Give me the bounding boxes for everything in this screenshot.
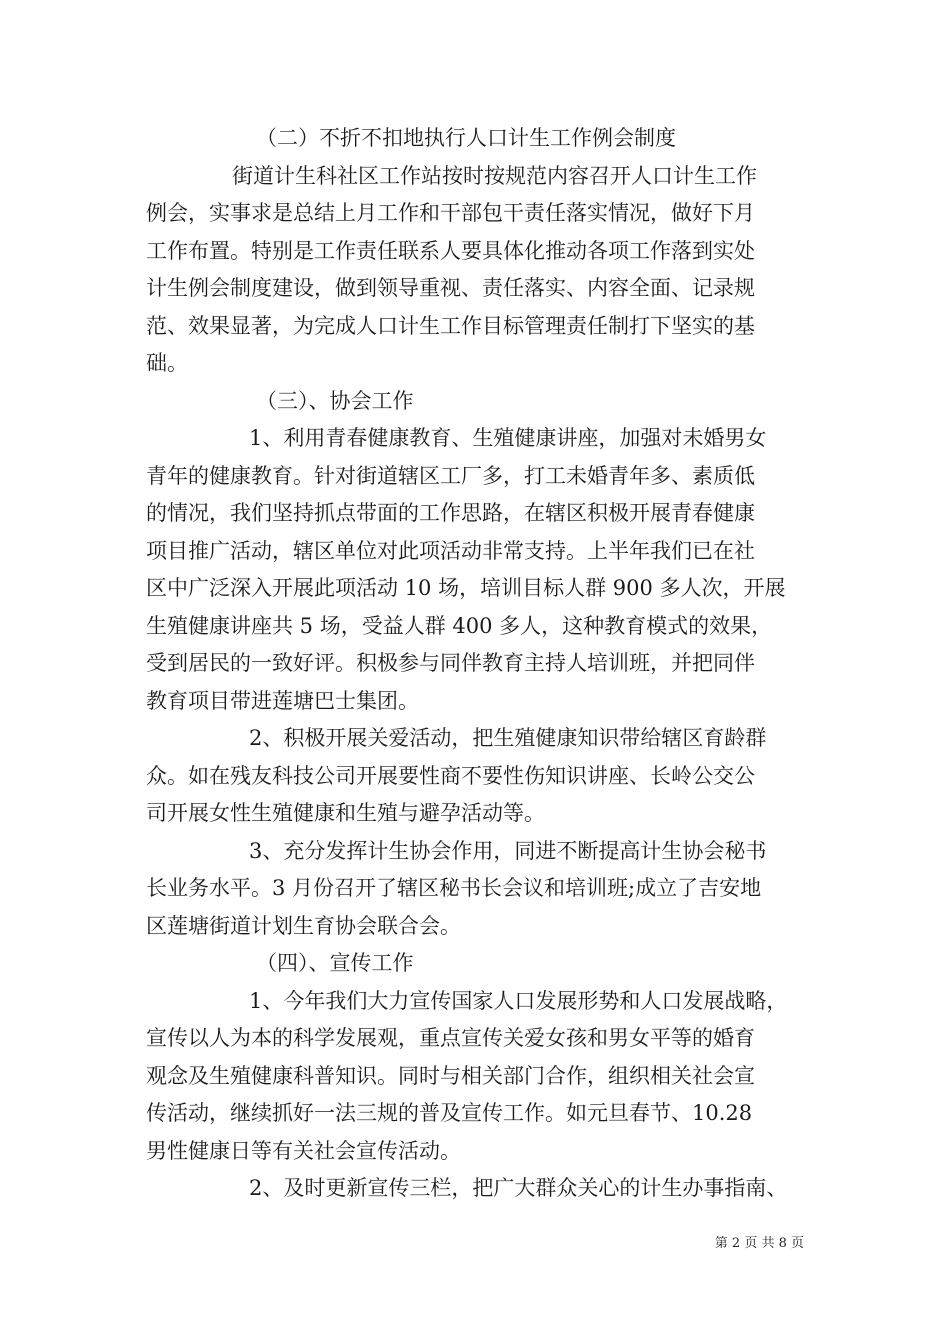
paragraph-line: 项目推广活动，辖区单位对此项活动非常支持。上半年我们已在社: [146, 538, 755, 563]
section-heading: （四）、宣传工作: [256, 951, 414, 975]
paragraph-line: 区中广泛深入开展此项活动 10 场，培训目标人群 900 多人次，开展: [146, 576, 786, 600]
section-heading: （三）、协会工作: [256, 388, 414, 413]
paragraph-line: 司开展女性生殖健康和生殖与避孕活动等。: [146, 801, 545, 825]
paragraph-line: 例会，实事求是总结上月工作和干部包干责任落实情况，做好下月: [146, 201, 755, 225]
paragraph-line: 青年的健康教育。针对街道辖区工厂多，打工未婚青年多、素质低: [146, 463, 755, 488]
section-heading: （二）不折不扣地执行人口计生工作例会制度: [256, 126, 676, 150]
document-body: [146, 120, 814, 1208]
paragraph-line: 的情况，我们坚持抓点带面的工作思路，在辖区积极开展青春健康: [146, 501, 755, 525]
paragraph-line: 教育项目带进莲塘巴士集团。: [146, 688, 419, 713]
paragraph-line: 生殖健康讲座共 5 场，受益人群 400 多人，这种教育模式的效果，: [146, 613, 773, 638]
paragraph-line: 工作布置。特别是工作责任联系人要具体化推动各项工作落到实处: [146, 238, 755, 263]
paragraph-line: 传活动，继续抓好一法三规的普及宣传工作。如元旦春节、10.28: [146, 1101, 753, 1125]
paragraph-line: 观念及生殖健康科普知识。同时与相关部门合作，组织相关社会宣: [146, 1063, 755, 1088]
list-item-line: 3、充分发挥计生协会作用，同进不断提高计生协会秘书: [249, 838, 767, 863]
list-item-line: 2、积极开展关爱活动，把生殖健康知识带给辖区育龄群: [249, 726, 767, 750]
paragraph-line: 计生例会制度建设，做到领导重视、责任落实、内容全面、记录规: [146, 276, 755, 300]
paragraph-line: 众。如在残友科技公司开展要性商不要性伤知识讲座、长岭公交公: [146, 763, 755, 788]
list-item-line: 2、及时更新宣传三栏，把广大群众关心的计生办事指南、: [249, 1176, 788, 1200]
paragraph-line: 范、效果显著，为完成人口计生工作目标管理责任制打下坚实的基: [146, 313, 755, 338]
paragraph-line: 长业务水平。3 月份召开了辖区秘书长会议和培训班;成立了吉安地: [146, 876, 762, 900]
paragraph-line: 础。: [146, 351, 188, 375]
paragraph-line: 宣传以人为本的科学发展观，重点宣传关爱女孩和男女平等的婚育: [146, 1026, 755, 1050]
list-item-line: 1、今年我们大力宣传国家人口发展形势和人口发展战略，: [249, 988, 788, 1013]
list-item-line: 1、利用青春健康教育、生殖健康讲座，加强对未婚男女: [249, 426, 767, 450]
paragraph-line: 受到居民的一致好评。积极参与同伴教育主持人培训班，并把同伴: [146, 651, 755, 675]
paragraph-line: 区莲塘街道计划生育协会联合会。: [146, 913, 461, 938]
page-number: 第 2 页 共 8 页: [714, 1236, 804, 1251]
paragraph-line: 男性健康日等有关社会宣传活动。: [146, 1138, 461, 1163]
paragraph-line: 街道计生科社区工作站按时按规范内容召开人口计生工作: [232, 163, 757, 188]
